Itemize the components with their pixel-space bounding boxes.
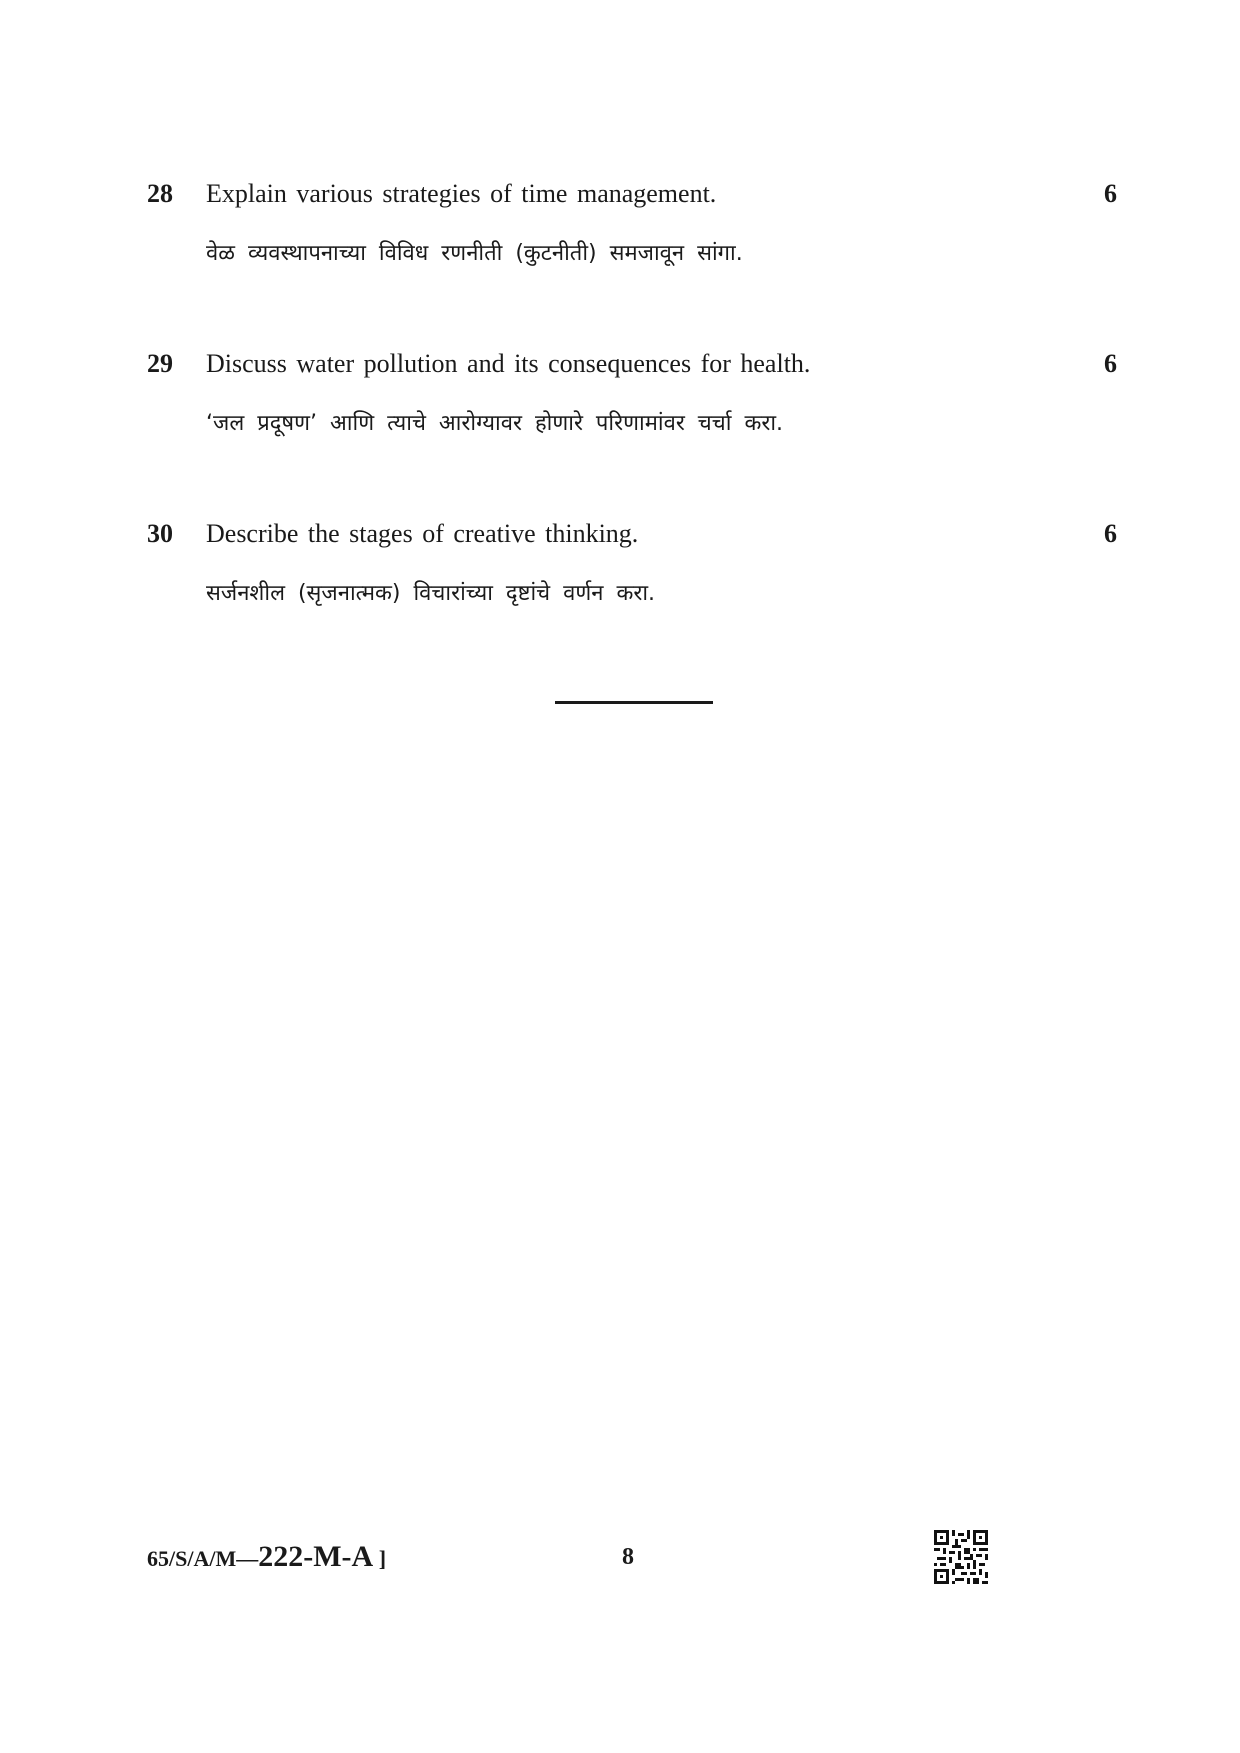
end-of-paper-rule [555, 701, 713, 704]
page-number: 8 [622, 1544, 634, 1570]
question-marks: 6 [1104, 349, 1117, 378]
question-text-english: Describe the stages of creative thinking. [206, 519, 639, 548]
question-number: 28 [147, 179, 173, 208]
question-number: 30 [147, 519, 173, 548]
question-text-english: Explain various strategies of time management. [206, 179, 717, 208]
question-marks: 6 [1104, 179, 1117, 208]
question-marks: 6 [1104, 519, 1117, 548]
qr-code-icon [934, 1530, 988, 1584]
question-text-marathi: वेळ व्यवस्थापनाच्या विविध रणनीती (कुटनीती) समजावून सांगा. [206, 241, 743, 266]
question-text-marathi: ‘जल प्रदूषण’ आणि त्याचे आरोग्यावर होणारे परिणामांवर चर्चा करा. [206, 411, 784, 436]
question-text-marathi: सर्जनशील (सृजनात्मक) विचारांच्या दृष्टांचे वर्णन करा. [206, 581, 656, 606]
question-text-english: Discuss water pollution and its consequences for health. [206, 349, 811, 378]
question-number: 29 [147, 349, 173, 378]
paper-code-suffix: ] [373, 1546, 387, 1571]
paper-code-prefix: 65/S/A/M— [147, 1546, 259, 1571]
paper-code [147, 1538, 386, 1581]
paper-code-main: 222-M-A [258, 1540, 374, 1573]
